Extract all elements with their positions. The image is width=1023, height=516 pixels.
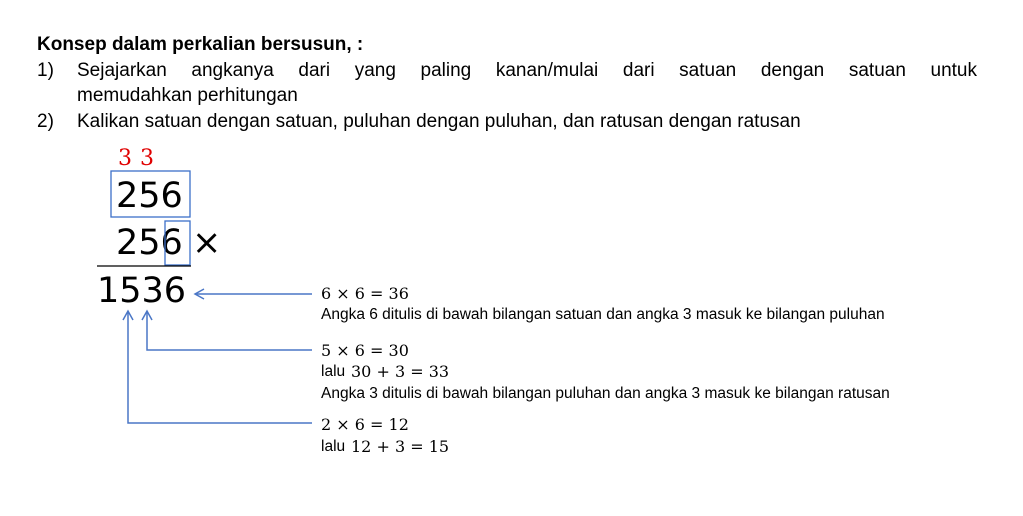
arrow-3 [128, 312, 312, 423]
note-2-equation: 5 × 6 = 30 [321, 341, 409, 360]
carry-digit-hundreds: 3 [118, 146, 132, 171]
page-title: Konsep dalam perkalian bersusun, : [37, 34, 364, 55]
note-3-equation: 2 × 6 = 12 [321, 415, 409, 434]
multiply-sign: × [192, 223, 222, 263]
product-result: 1536 [97, 271, 187, 311]
step-2-number: 2) [37, 111, 54, 132]
note-1-text: Angka 6 ditulis di bawah bilangan satuan dan angka 3 masuk ke bilangan puluhan [321, 306, 885, 323]
unit-digit-box [165, 221, 190, 265]
step-1-text: Sejajarkan angkanya dari yang paling kanan/mulai dari satuan dengan satuan untuk [77, 60, 977, 81]
step-1-number: 1) [37, 60, 54, 81]
note-2-text: Angka 3 ditulis di bawah bilangan puluhan dan angka 3 masuk ke bilangan ratusan [321, 385, 890, 402]
multiplier: 256 [116, 223, 183, 263]
note-3-lalu: lalu [321, 438, 346, 455]
multiplicand: 256 [116, 176, 183, 216]
note-3-equation-2: 12 + 3 = 15 [351, 437, 450, 456]
step-1-text-cont: memudahkan perhitungan [77, 85, 298, 106]
arrow-2 [147, 312, 312, 350]
carry-digit-tens: 3 [140, 146, 154, 171]
note-2-equation-2: 30 + 3 = 33 [351, 362, 450, 381]
note-1-equation: 6 × 6 = 36 [321, 284, 409, 303]
note-2-lalu: lalu [321, 363, 346, 380]
step-2-text: Kalikan satuan dengan satuan, puluhan dengan puluhan, dan ratusan dengan ratusan [77, 111, 801, 132]
multiplicand-box [111, 171, 190, 217]
